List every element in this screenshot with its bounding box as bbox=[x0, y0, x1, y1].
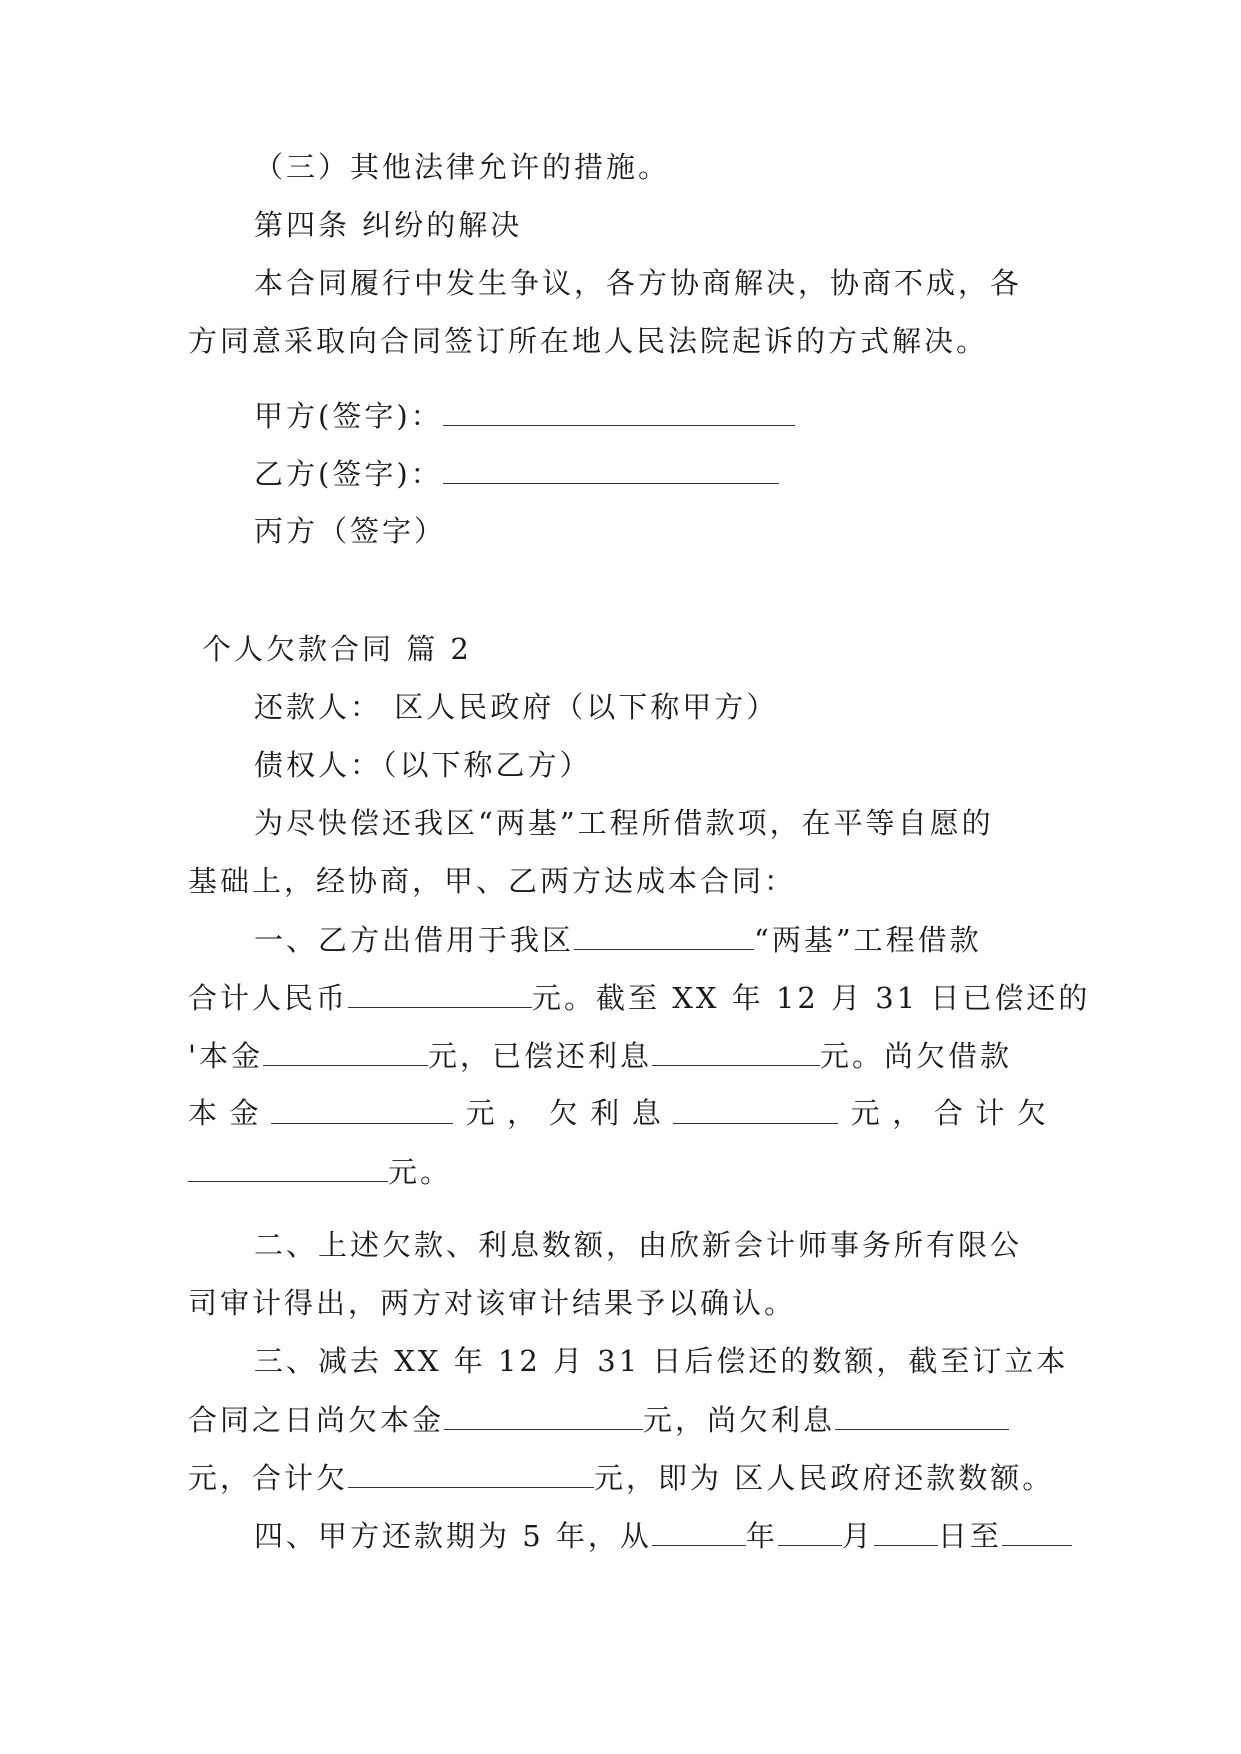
char: 金 bbox=[229, 1096, 259, 1130]
char: 元 bbox=[465, 1096, 495, 1130]
clause-4-line-1 bbox=[254, 1515, 1072, 1556]
clause-2-line-2: 司审计得出，两方对该审计结果予以确认。 bbox=[188, 1286, 797, 1320]
char: 欠 bbox=[548, 1096, 578, 1130]
char: 合 bbox=[933, 1096, 963, 1130]
clause-1-text-a: 一、乙方出借用于我区 bbox=[254, 923, 575, 957]
start-month-blank bbox=[778, 1515, 842, 1546]
char: ， bbox=[507, 1096, 537, 1130]
clause-1-line-5 bbox=[188, 1151, 452, 1192]
signature-b-label: 乙方(签字)： bbox=[254, 457, 443, 491]
start-day-blank bbox=[874, 1515, 938, 1546]
article-4-line-2: 方同意采取向合同签订所在地人民法院起诉的方式解决。 bbox=[188, 324, 989, 358]
char: 计 bbox=[975, 1096, 1005, 1130]
signature-c-label: 丙方（签字） bbox=[254, 514, 447, 548]
clause-3-text-d: 元，即为 区人民政府还款数额。 bbox=[594, 1461, 1055, 1495]
clause-3-text-b: 元，尚欠利息 bbox=[643, 1403, 836, 1437]
principal-repaid-blank bbox=[263, 1035, 428, 1066]
interest-owed-blank bbox=[673, 1093, 838, 1124]
end-date-blank bbox=[1002, 1515, 1072, 1546]
article-4-title: 第四条 纠纷的解决 bbox=[254, 208, 523, 242]
char: 元 bbox=[850, 1096, 880, 1130]
char: 利 bbox=[590, 1096, 620, 1130]
char: ， bbox=[892, 1096, 922, 1130]
clause-1-line-4 bbox=[188, 1093, 1046, 1133]
clause-1-line-3 bbox=[188, 1035, 1012, 1076]
clause-3-text-c: 元，合计欠 bbox=[188, 1461, 349, 1495]
interest-repaid-blank bbox=[652, 1035, 820, 1066]
start-year-blank bbox=[652, 1515, 746, 1546]
clause-2-line-1: 二、上述欠款、利息数额，由欣新会计师事务所有限公 bbox=[254, 1228, 1023, 1262]
clause-1-line-1 bbox=[254, 919, 982, 960]
creditor-line: 债权人：（以下称乙方） bbox=[254, 748, 592, 782]
clause-1-line-2 bbox=[188, 977, 1090, 1018]
signature-a-line bbox=[254, 395, 795, 436]
char: 欠 bbox=[1016, 1096, 1046, 1130]
clause-1-text-e: '本金 bbox=[188, 1039, 263, 1073]
clause-item-3: （三）其他法律允许的措施。 bbox=[254, 150, 671, 184]
total-balance-blank bbox=[348, 1457, 594, 1488]
clause-1-text-d: 元。截至 XX 年 12 月 31 日已偿还的 bbox=[532, 981, 1091, 1015]
clause-4-text-c: 月 bbox=[841, 1519, 874, 1553]
clause-1-text-f: 元，已偿还利息 bbox=[427, 1039, 652, 1073]
char: 息 bbox=[631, 1096, 661, 1130]
clause-1-text-b: “两基”工程借款 bbox=[754, 923, 982, 957]
clause-3-line-1: 三、减去 XX 年 12 月 31 日后偿还的数额，截至订立本 bbox=[254, 1344, 1069, 1378]
intro-line-2: 基础上，经协商，甲、乙两方达成本合同： bbox=[188, 864, 797, 898]
clause-4-text-b: 年 bbox=[745, 1519, 778, 1553]
clause-1-text-c: 合计人民币 bbox=[188, 981, 349, 1015]
interest-balance-blank bbox=[835, 1399, 1009, 1430]
amount-blank bbox=[574, 919, 754, 950]
signature-a-blank bbox=[443, 395, 795, 426]
clause-3-line-3 bbox=[188, 1457, 1054, 1498]
clause-3-text-a: 合同之日尚欠本金 bbox=[188, 1403, 445, 1437]
section-2-title: 个人欠款合同 篇 2 bbox=[202, 632, 472, 666]
signature-b-blank bbox=[443, 453, 779, 484]
repayer-line: 还款人： 区人民政府（以下称甲方） bbox=[254, 690, 779, 724]
clause-4-text-a: 四、甲方还款期为 5 年，从 bbox=[254, 1519, 652, 1553]
principal-balance-blank bbox=[444, 1399, 643, 1430]
clause-4-text-d: 日至 bbox=[937, 1519, 1002, 1553]
signature-a-label: 甲方(签字)： bbox=[254, 399, 443, 433]
total-amount-blank bbox=[348, 977, 532, 1008]
intro-line-1: 为尽快偿还我区“两基”工程所借款项，在平等自愿的 bbox=[254, 806, 994, 840]
clause-3-line-2 bbox=[188, 1399, 1009, 1440]
char: 本 bbox=[188, 1096, 218, 1130]
signature-b-line bbox=[254, 453, 779, 494]
principal-owed-blank bbox=[271, 1093, 453, 1124]
clause-1-text-g: 元。尚欠借款 bbox=[820, 1039, 1013, 1073]
article-4-line-1: 本合同履行中发生争议，各方协商解决，协商不成，各 bbox=[254, 266, 1023, 300]
clause-1-text-h: 元。 bbox=[388, 1155, 453, 1189]
total-owed-blank bbox=[188, 1151, 388, 1182]
